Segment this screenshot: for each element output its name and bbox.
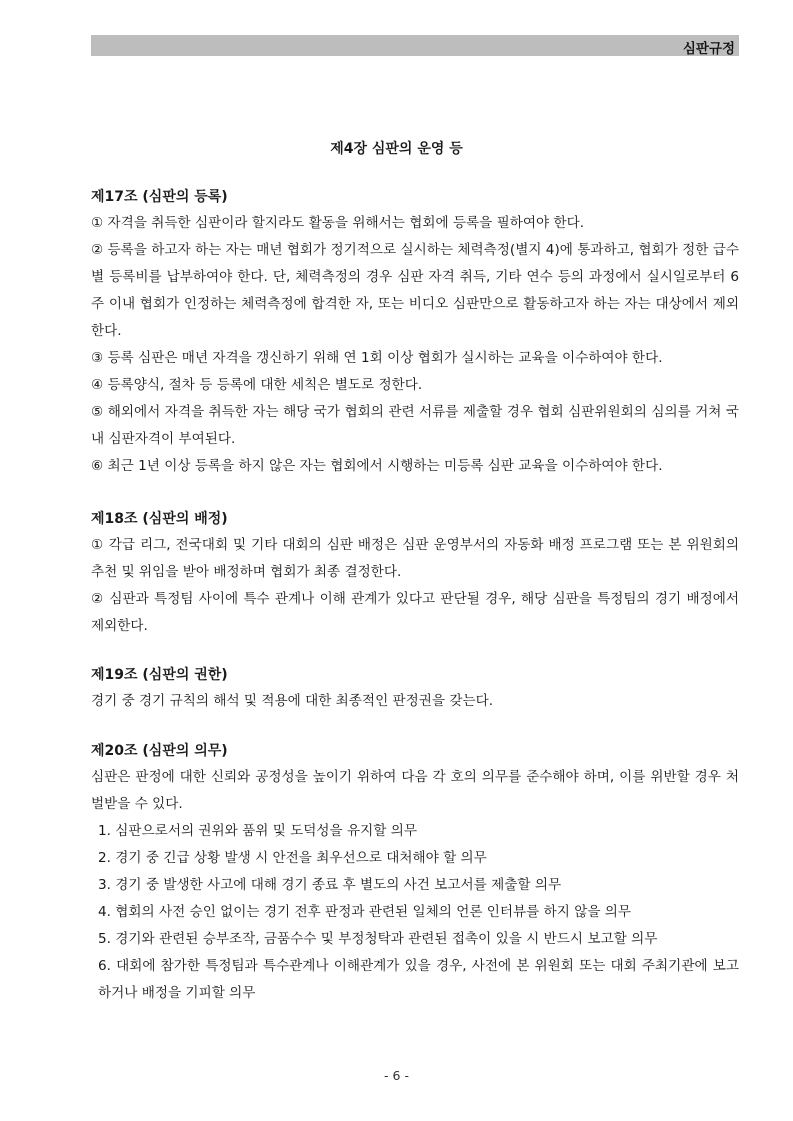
article-17 xyxy=(91,184,739,480)
article-title: 제19조 (심판의 권한) xyxy=(91,667,228,683)
paragraph: ④ 등록양식, 절차 등 등록에 대한 세칙은 별도로 정한다. xyxy=(91,377,423,393)
paragraph: ③ 등록 심판은 매년 자격을 갱신하기 위해 연 1회 이상 협회가 실시하는 교육을 이수하여야 한다. xyxy=(91,350,663,366)
article-title: 제18조 (심판의 배정) xyxy=(91,511,228,527)
paragraph: ① 자격을 취득한 심판이라 할지라도 활동을 위해서는 협회에 등록을 필하여야 한다. xyxy=(91,215,585,231)
list-item: 4. 협회의 사전 승인 없이는 경기 전후 판정과 관련된 일체의 언론 인터뷰를 하지 않을 의무 xyxy=(98,904,632,920)
paragraph: ① 각급 리그, 전국대회 및 기타 대회의 심판 배정은 심판 운영부서의 자동화 배정 프로그램 또는 본 위원회의 추천 및 위임을 받아 배정하며 협회가 최종 결정한다. xyxy=(91,537,739,580)
header-label: 심판규정 xyxy=(682,41,735,57)
article-title: 제17조 (심판의 등록) xyxy=(91,189,228,205)
paragraph: ② 등록을 하고자 하는 자는 매년 협회가 정기적으로 실시하는 체력측정(별지 4)에 통과하고, 협회가 정한 급수별 등록비를 납부하여야 한다. 단, 체력측정의 경우 심판 자격 취득, 기타 연수 등의 과정에서 실시일로부터 6주 이내 협회가 인정하는 체력측정에 합격한 자, 또는 비디오 심판만으로 활동하고자 하는 자는 대상에서 제외한다. xyxy=(91,242,739,339)
paragraph: ⑥ 최근 1년 이상 등록을 하지 않은 자는 협회에서 시행하는 미등록 심판 교육을 이수하여야 한다. xyxy=(91,458,663,474)
article-19 xyxy=(91,662,739,715)
header-bar xyxy=(91,35,739,56)
list-item: 2. 경기 중 긴급 상황 발생 시 안전을 최우선으로 대처해야 할 의무 xyxy=(98,850,487,866)
paragraph: ⑤ 해외에서 자격을 취득한 자는 해당 국가 협회의 관련 서류를 제출할 경우 협회 심판위원회의 심의를 거쳐 국내 심판자격이 부여된다. xyxy=(91,404,739,447)
list-item: 6. 대회에 참가한 특정팀과 특수관계나 이해관계가 있을 경우, 사전에 본 위원회 또는 대회 주최기관에 보고하거나 배정을 기피할 의무 xyxy=(98,958,739,1001)
paragraph: 경기 중 경기 규칙의 해석 및 적용에 대한 최종적인 판정권을 갖는다. xyxy=(91,693,494,709)
list-item: 3. 경기 중 발생한 사고에 대해 경기 종료 후 별도의 사건 보고서를 제출할 의무 xyxy=(98,877,562,893)
paragraph: ② 심판과 특정팀 사이에 특수 관계나 이해 관계가 있다고 판단될 경우, 해당 심판을 특정팀의 경기 배정에서 제외한다. xyxy=(91,591,739,634)
article-18 xyxy=(91,506,739,640)
list-item: 5. 경기와 관련된 승부조작, 금품수수 및 부정청탁과 관련된 접촉이 있을 시 반드시 보고할 의무 xyxy=(98,931,658,947)
list-item: 1. 심판으로서의 권위와 품위 및 도덕성을 유지할 의무 xyxy=(98,823,417,839)
article-20 xyxy=(91,738,739,1007)
chapter-title: 제4장 심판의 운영 등 xyxy=(330,141,463,157)
article-title: 제20조 (심판의 의무) xyxy=(91,743,228,759)
paragraph: 심판은 판정에 대한 신뢰와 공정성을 높이기 위하여 다음 각 호의 의무를 준수해야 하며, 이를 위반할 경우 처벌받을 수 있다. xyxy=(91,769,739,812)
page-number: - 6 - xyxy=(384,1068,409,1083)
